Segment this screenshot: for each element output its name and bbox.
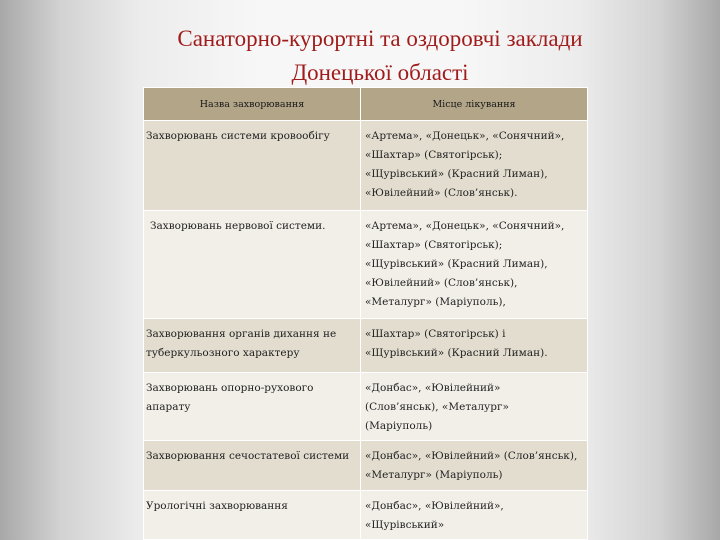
place-line: «Артема», «Донецьк», «Сонячний», bbox=[365, 130, 565, 142]
place-line: «Донбас», «Ювілейний» bbox=[365, 382, 501, 394]
table-row bbox=[144, 441, 588, 491]
table-row bbox=[144, 491, 588, 540]
place-line: «Щурівський» bbox=[365, 519, 445, 531]
place-line: «Ювілейний» (Слов’янськ). bbox=[365, 187, 518, 199]
place-line: (Слов’янськ), «Металург» bbox=[365, 401, 509, 413]
place-line: «Шахтар» (Святогірськ) і bbox=[365, 328, 506, 340]
disease-cell bbox=[144, 441, 361, 491]
place-cell bbox=[361, 373, 588, 441]
disease-cell bbox=[144, 491, 361, 540]
disease-text: Захворювання органів дихання не туберкульозного характеру bbox=[146, 328, 337, 359]
place-line: (Маріуполь) bbox=[365, 420, 433, 432]
place-line: «Донбас», «Ювілейний», bbox=[365, 500, 504, 512]
place-line: «Щурівський» (Красний Лиман), bbox=[365, 168, 548, 180]
disease-text: Урологічні захворювання bbox=[146, 500, 288, 512]
place-line: «Шахтар» (Святогірськ); bbox=[365, 239, 503, 251]
disease-cell bbox=[144, 211, 361, 319]
disease-text: Захворювань нервової системи. bbox=[150, 220, 326, 232]
disease-cell bbox=[144, 121, 361, 211]
place-cell bbox=[361, 121, 588, 211]
table-header-row bbox=[144, 88, 588, 121]
table-row bbox=[144, 319, 588, 373]
disease-text: Захворювань опорно-рухового апарату bbox=[146, 382, 314, 413]
table-row bbox=[144, 121, 588, 211]
table-row bbox=[144, 211, 588, 319]
place-cell bbox=[361, 491, 588, 540]
header-disease: Назва захворювання bbox=[144, 88, 361, 121]
header-place: Місце лікування bbox=[361, 88, 588, 121]
place-cell bbox=[361, 319, 588, 373]
place-line: «Ювілейний» (Слов’янськ), bbox=[365, 277, 518, 289]
place-line: «Донбас», «Ювілейний» (Слов’янськ), bbox=[365, 450, 578, 462]
disease-text: Захворювань системи кровообігу bbox=[146, 130, 330, 142]
disease-cell bbox=[144, 319, 361, 373]
disease-cell bbox=[144, 373, 361, 441]
place-line: «Металург» (Маріуполь) bbox=[365, 469, 503, 481]
disease-text: Захворювання сечостатевої системи bbox=[146, 450, 350, 462]
treatment-table bbox=[143, 87, 588, 540]
place-cell bbox=[361, 211, 588, 319]
place-line: «Металург» (Маріуполь), bbox=[365, 296, 506, 308]
place-line: «Щурівський» (Красний Лиман), bbox=[365, 258, 548, 270]
place-line: «Щурівський» (Красний Лиман). bbox=[365, 347, 548, 359]
page-title bbox=[0, 22, 720, 90]
place-line: «Шахтар» (Святогірськ); bbox=[365, 149, 503, 161]
title-line-2: Донецької області bbox=[291, 60, 469, 85]
table-row bbox=[144, 373, 588, 441]
place-cell bbox=[361, 441, 588, 491]
place-line: «Артема», «Донецьк», «Сонячний», bbox=[365, 220, 565, 232]
title-line-1: Санаторно-курортні та оздоровчі заклади bbox=[177, 26, 583, 51]
